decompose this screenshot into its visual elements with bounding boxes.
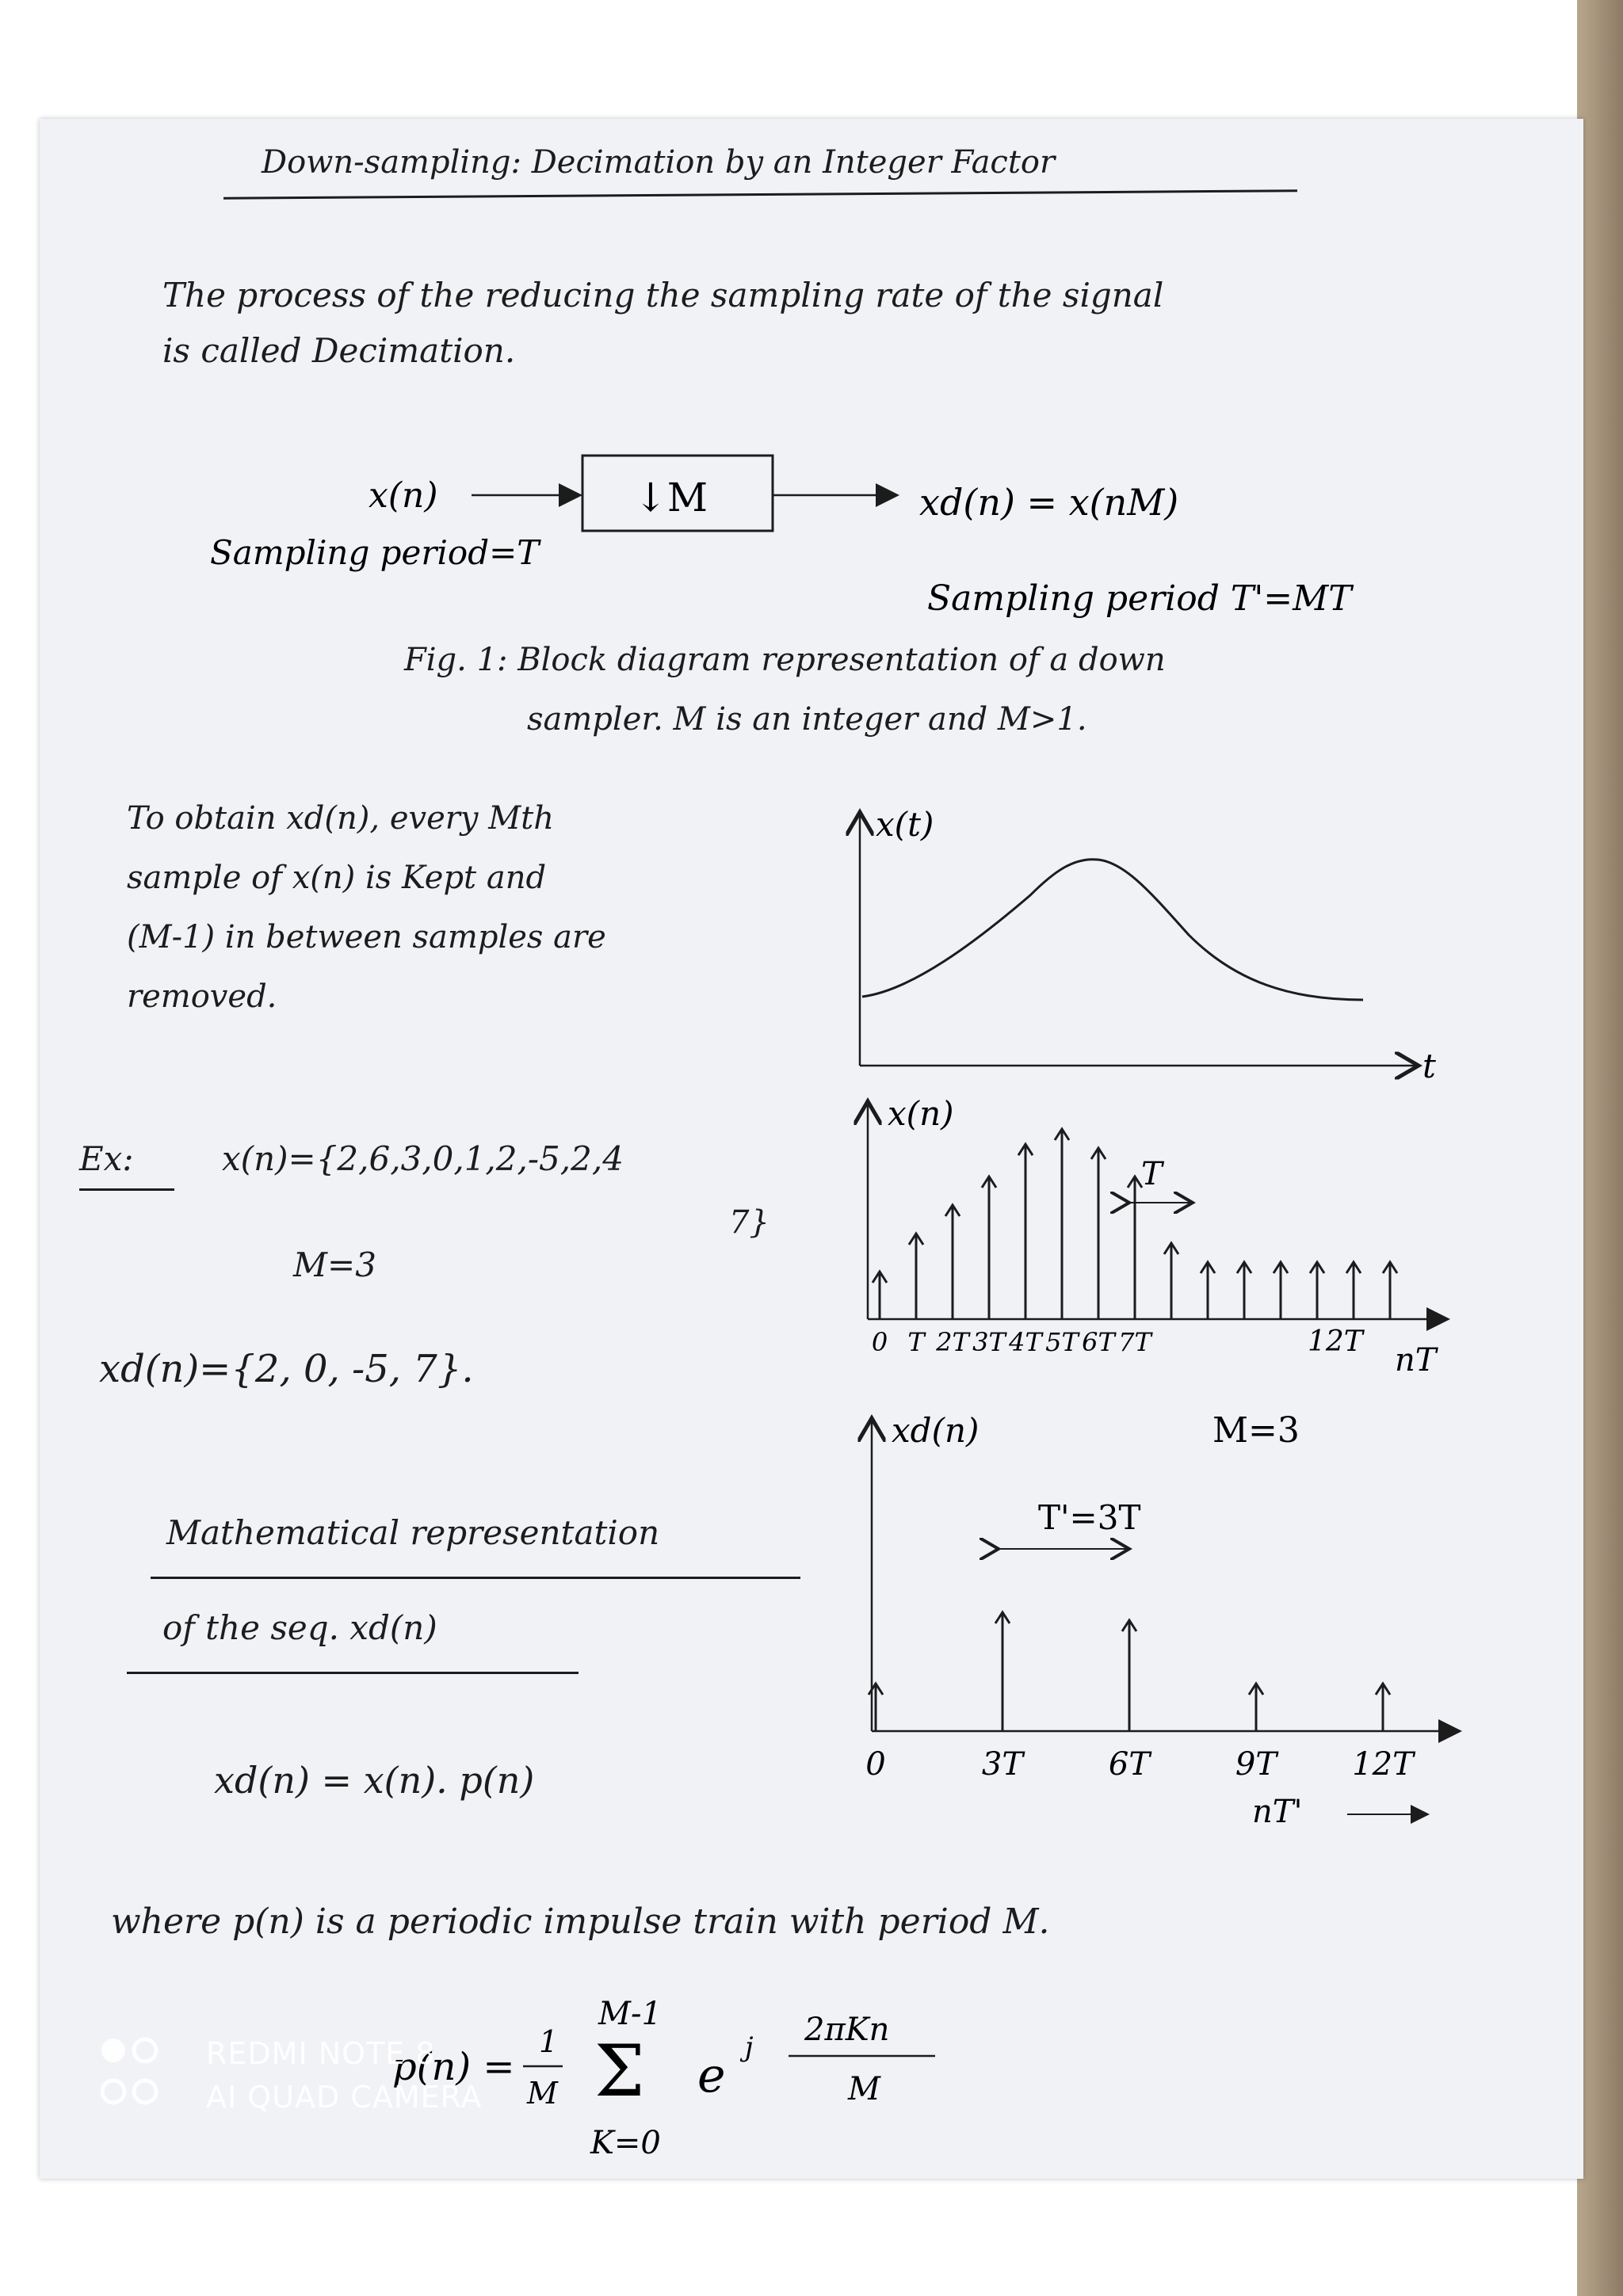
watermark-line-1: REDMI NOTE 8 — [206, 2036, 436, 2071]
camera-logo-icon — [99, 2035, 162, 2122]
x-axis-label: t — [1423, 1047, 1436, 1085]
output-period-label: Sampling period T'=MT — [927, 578, 1352, 619]
explanation-line: (M-1) in between samples are — [127, 919, 606, 955]
x-axis-label: nT — [1395, 1342, 1437, 1379]
block-label: ↓M — [634, 475, 708, 521]
tick-label: 6T — [1108, 1746, 1151, 1783]
where-text: where p(n) is a periodic impulse train with period M. — [111, 1901, 1050, 1942]
explanation-line: To obtain xd(n), every Mth — [127, 800, 554, 837]
exp-denominator: M — [848, 2071, 880, 2107]
formula-fraction-denominator: M — [527, 2076, 558, 2111]
m-label: M=3 — [1212, 1410, 1300, 1451]
tick-label: 0 — [871, 1327, 888, 1357]
example-m-value: M=3 — [293, 1245, 376, 1284]
block-input-label: x(n) — [369, 475, 438, 516]
tick-label: 6T — [1082, 1327, 1115, 1357]
intro-line-2: is called Decimation. — [162, 331, 516, 370]
math-heading: Mathematical representation — [166, 1513, 660, 1552]
sum-lower-limit: K=0 — [590, 2125, 661, 2161]
impulse-train-formula — [392, 1996, 935, 2161]
example-result: xd(n)={2, 0, -5, 7}. — [99, 1347, 474, 1391]
input-period-label: Sampling period=T — [210, 533, 540, 572]
exp-base: e — [697, 2048, 726, 2103]
tick-label: 12T — [1308, 1325, 1363, 1358]
tick-label: 2T — [936, 1327, 969, 1357]
tick-label: 5T — [1045, 1327, 1079, 1357]
y-axis-label: x(t) — [876, 805, 934, 844]
tick-label: 4T — [1009, 1327, 1042, 1357]
tick-label: 0 — [865, 1746, 886, 1783]
sum-symbol: Σ — [594, 2030, 645, 2113]
explanation-line: removed. — [127, 978, 277, 1015]
x-axis-label: nT' — [1252, 1794, 1303, 1830]
block-output-label: xd(n) = x(nM) — [919, 481, 1179, 524]
example-sequence: x(n)={2,6,3,0,1,2,-5,2,4 — [222, 1139, 624, 1178]
tick-label: 12T — [1352, 1746, 1414, 1783]
figure-caption-line-1: Fig. 1: Block diagram representation of a down — [404, 642, 1166, 678]
figure-caption-line-2: sampler. M is an integer and M>1. — [527, 701, 1087, 738]
tick-label: 7T — [1118, 1327, 1151, 1357]
tick-label: 9T — [1235, 1746, 1277, 1783]
example-sequence-continued: 7} — [729, 1204, 769, 1241]
math-subheading: of the seq. xd(n) — [162, 1608, 437, 1647]
tick-label: T — [907, 1327, 925, 1357]
exp-numerator: 2πKn — [804, 2012, 890, 2048]
explanation-line: sample of x(n) is Kept and — [127, 860, 547, 896]
page-title: Down-sampling: Decimation by an Integer Factor — [262, 144, 1056, 181]
watermark-line-2: AI QUAD CAMERA — [206, 2080, 483, 2115]
tick-label: 3T — [972, 1327, 1006, 1357]
formula-lhs: p(n) = — [392, 2045, 515, 2089]
y-axis-label: x(n) — [888, 1094, 954, 1133]
period-label: T — [1141, 1156, 1163, 1192]
exp-j: j — [745, 2031, 754, 2063]
intro-line-1: The process of the reducing the sampling rate of the signal — [162, 276, 1164, 315]
y-axis-label: xd(n) — [892, 1411, 980, 1450]
period-label: T'=3T — [1038, 1498, 1141, 1537]
tick-label: 3T — [981, 1746, 1024, 1783]
sum-upper-limit: M-1 — [598, 1996, 662, 2032]
equation: xd(n) = x(n). p(n) — [214, 1759, 535, 1802]
formula-fraction-numerator: 1 — [539, 2024, 559, 2059]
example-label: Ex: — [79, 1139, 134, 1178]
